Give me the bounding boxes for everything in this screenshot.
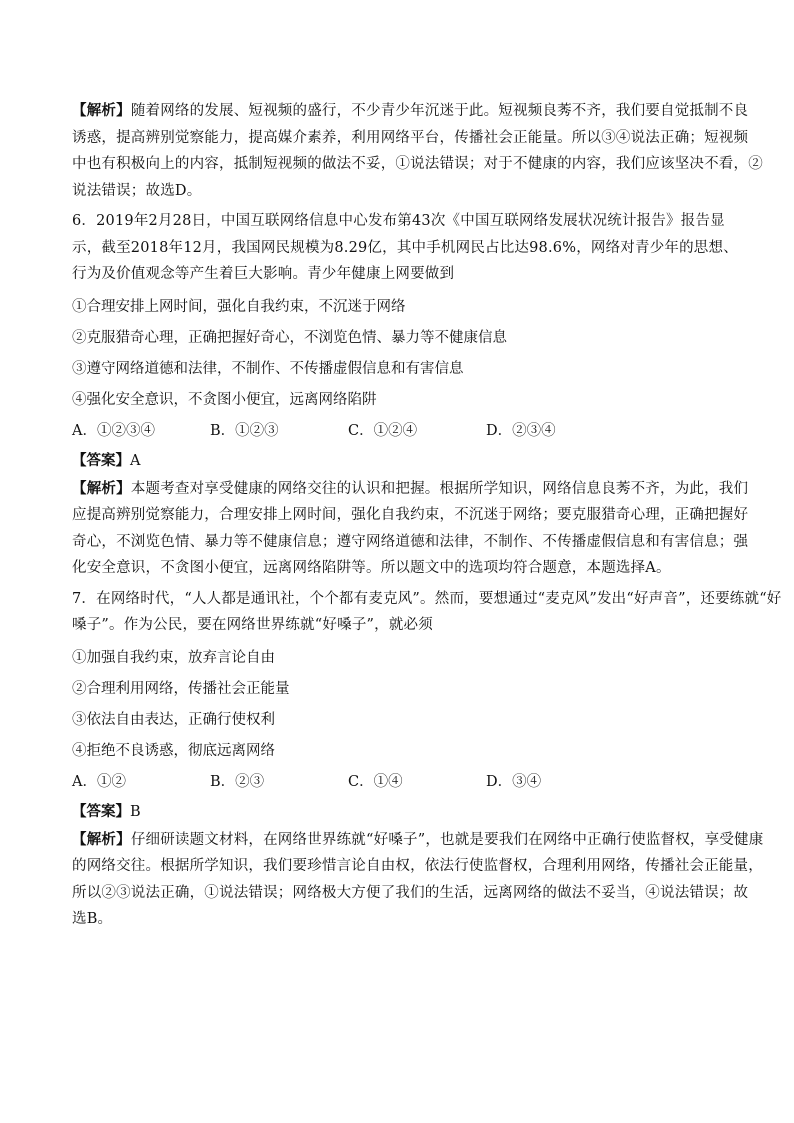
analysis-line: 诱惑，提高辨别觉察能力，提高媒介素养，利用网络平台，传播社会正能量。所以③④说法正确；短视频 — [72, 129, 749, 146]
question-line: 嗓子”。作为公民，要在网络世界练就“好嗓子”，就必须 — [72, 617, 433, 633]
question-6-option-3: ③遵守网络道德和法律，不制作、不传播虚假信息和有害信息 — [72, 360, 464, 377]
choice-d: D．②③④ — [486, 422, 556, 439]
question-6-option-1: ①合理安排上网时间，强化自我约束，不沉迷于网络 — [72, 298, 406, 315]
question-7-option-4: ④拒绝不良诱惑，彻底远离网络 — [72, 742, 275, 759]
answer-value: A — [130, 452, 141, 469]
analysis-line: 化安全意识，不贪图小便宜，远离网络陷阱等。所以题文中的选项均符合题意，本题选择A。 — [72, 560, 671, 576]
analysis-q6 — [72, 476, 749, 582]
analysis-label: 【解析】 — [72, 480, 131, 497]
analysis-label: 【解析】 — [72, 103, 131, 119]
question-6-option-2: ②克服猎奇心理，正确把握好奇心，不浏览色情、暴力等不健康信息 — [72, 329, 507, 346]
question-6-option-4: ④强化安全意识，不贪图小便宜，远离网络陷阱 — [72, 391, 377, 408]
choice-c: C．①④ — [348, 773, 403, 790]
question-7-answer — [72, 797, 732, 827]
question-7-option-2: ②合理利用网络，传播社会正能量 — [72, 680, 290, 697]
analysis-label: 【解析】 — [72, 831, 131, 848]
question-line: 6．2019年2月28日，中国互联网络信息中心发布第43次《中国互联网络发展状况统计报告》报告显 — [72, 213, 725, 229]
analysis-line: 【解析】随着网络的发展、短视频的盛行，不少青少年沉迷于此。短视频良莠不齐，我们要自觉抵制不良 — [72, 103, 749, 119]
answer-value: B — [130, 803, 141, 820]
document-content — [72, 98, 782, 933]
analysis-line: 奇心，不浏览色情、暴力等不健康信息；遵守网络道德和法律，不制作、不传播虚假信息和有害信息；强 — [72, 533, 749, 550]
choice-a: A．①②③④ — [72, 422, 155, 439]
question-7-option-1: ①加强自我约束，放弃言论自由 — [72, 649, 275, 666]
question-line: 7．在网络时代，“人人都是通讯社，个个都有麦克风”。然而，要想通过“麦克风”发出“好声音”，还要练就“好 — [72, 590, 782, 607]
question-6-choices — [72, 416, 732, 446]
analysis-q5 — [72, 98, 763, 204]
choice-d: D．③④ — [486, 773, 542, 790]
question-line: 示，截至2018年12月，我国网民规模为8.29亿，其中手机网民占比达98.6%，网络对青少年的思想、 — [72, 239, 738, 256]
question-6-stem — [72, 208, 738, 288]
choice-b: B．①②③ — [210, 422, 279, 439]
question-6-answer — [72, 446, 732, 476]
analysis-line: 说法错误；故选D。 — [72, 182, 202, 199]
question-line: 行为及价值观念等产生着巨大影响。青少年健康上网要做到 — [72, 266, 455, 282]
analysis-line: 应提高辨别觉察能力，合理安排上网时间，强化自我约束，不沉迷于网络；要克服猎奇心理，正确把握好 — [72, 507, 749, 523]
analysis-line: 中也有积极向上的内容，抵制短视频的做法不妥，①说法错误；对于不健康的内容，我们应该坚决不看，② — [72, 156, 763, 172]
question-7-stem — [72, 586, 782, 639]
analysis-q7 — [72, 827, 764, 933]
choice-a: A．①② — [72, 773, 126, 790]
analysis-line: 【解析】本题考查对享受健康的网络交往的认识和把握。根据所学知识，网络信息良莠不齐，为此，我们 — [72, 480, 749, 497]
analysis-line: 选B。 — [72, 911, 113, 927]
choice-c: C．①②④ — [348, 422, 418, 439]
answer-label: 【答案】 — [72, 452, 130, 469]
choice-b: B．②③ — [210, 773, 265, 790]
question-7-option-3: ③依法自由表达，正确行使权利 — [72, 711, 275, 728]
analysis-line: 所以②③说法正确，①说法错误；网络极大方便了我们的生活，远离网络的做法不妥当，④说法错误；故 — [72, 884, 749, 901]
analysis-line: 的网络交往。根据所学知识，我们要珍惜言论自由权，依法行使监督权，合理利用网络，传播社会正能量， — [72, 858, 763, 874]
analysis-line: 【解析】仔细研读题文材料，在网络世界练就“好嗓子”，也就是要我们在网络中正确行使监督权，享受健康 — [72, 831, 764, 848]
question-7-choices — [72, 767, 732, 797]
answer-label: 【答案】 — [72, 803, 130, 820]
